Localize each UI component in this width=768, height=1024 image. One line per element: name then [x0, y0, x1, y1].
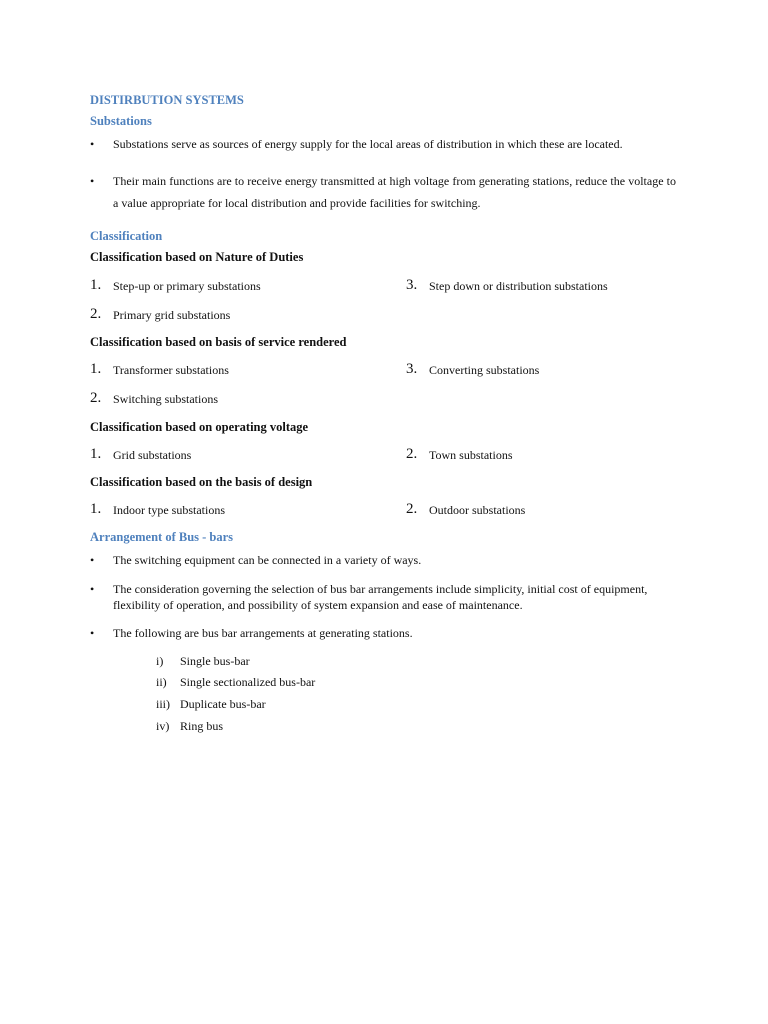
list-item: Step down or distribution substations — [429, 279, 608, 293]
list-number: 1. — [90, 446, 102, 462]
list-number: 1. — [90, 277, 102, 293]
list-number: 3. — [406, 277, 418, 293]
section-heading-arrangement: Arrangement of Bus - bars — [90, 530, 234, 544]
classification-title: Classification based on operating voltage — [90, 420, 309, 434]
classification-title: Classification based on Nature of Duties — [90, 250, 304, 264]
bullet-marker: • — [90, 553, 95, 567]
bullet-text: The following are bus bar arrangements at generating stations. — [113, 626, 413, 640]
list-item: Single sectionalized bus-bar — [180, 675, 316, 689]
bullet-marker: • — [90, 626, 95, 640]
bullet-text: The switching equipment can be connected in a variety of ways. — [113, 553, 422, 567]
roman-numeral: i) — [156, 654, 164, 668]
list-number: 2. — [90, 306, 102, 322]
list-number: 1. — [90, 361, 102, 377]
list-number: 2. — [406, 501, 418, 517]
list-item: Primary grid substations — [113, 308, 231, 322]
list-item: Indoor type substations — [113, 503, 225, 517]
list-item: Duplicate bus-bar — [180, 697, 266, 711]
list-item: Step-up or primary substations — [113, 279, 261, 293]
list-item: Ring bus — [180, 719, 224, 733]
document-title: DISTIRBUTION SYSTEMS — [90, 93, 244, 107]
list-item: Outdoor substations — [429, 503, 526, 517]
roman-numeral: ii) — [156, 675, 167, 689]
list-number: 2. — [406, 446, 418, 462]
list-item: Switching substations — [113, 392, 219, 406]
section-heading-classification: Classification — [90, 229, 163, 243]
classification-title: Classification based on basis of service rendered — [90, 335, 347, 349]
roman-numeral: iii) — [156, 697, 170, 711]
section-heading-substations: Substations — [90, 114, 152, 128]
list-number: 1. — [90, 501, 102, 517]
roman-numeral: iv) — [156, 719, 170, 733]
list-item: Converting substations — [429, 363, 540, 377]
list-number: 2. — [90, 390, 102, 406]
list-item: Single bus-bar — [180, 654, 250, 668]
list-item: Transformer substations — [113, 363, 229, 377]
bullet-marker: • — [90, 174, 95, 188]
bullet-text: Substations serve as sources of energy supply for the local areas of distribution in which these are located. — [113, 137, 623, 151]
bullet-marker: • — [90, 137, 95, 151]
list-item: Grid substations — [113, 448, 192, 462]
bullet-marker: • — [90, 582, 95, 596]
list-number: 3. — [406, 361, 418, 377]
list-item: Town substations — [429, 448, 513, 462]
bullet-text: Their main functions are to receive energy transmitted at high voltage from generating stations, reduce the voltage to a value appropriate for local distribution and provide facilities for switching. — [113, 174, 676, 210]
classification-title: Classification based on the basis of design — [90, 475, 313, 489]
bullet-text: The consideration governing the selection of bus bar arrangements include simplicity, initial cost of equipment, flexibility of operation, and possibility of system expansion and ease of maintenance. — [113, 582, 648, 612]
